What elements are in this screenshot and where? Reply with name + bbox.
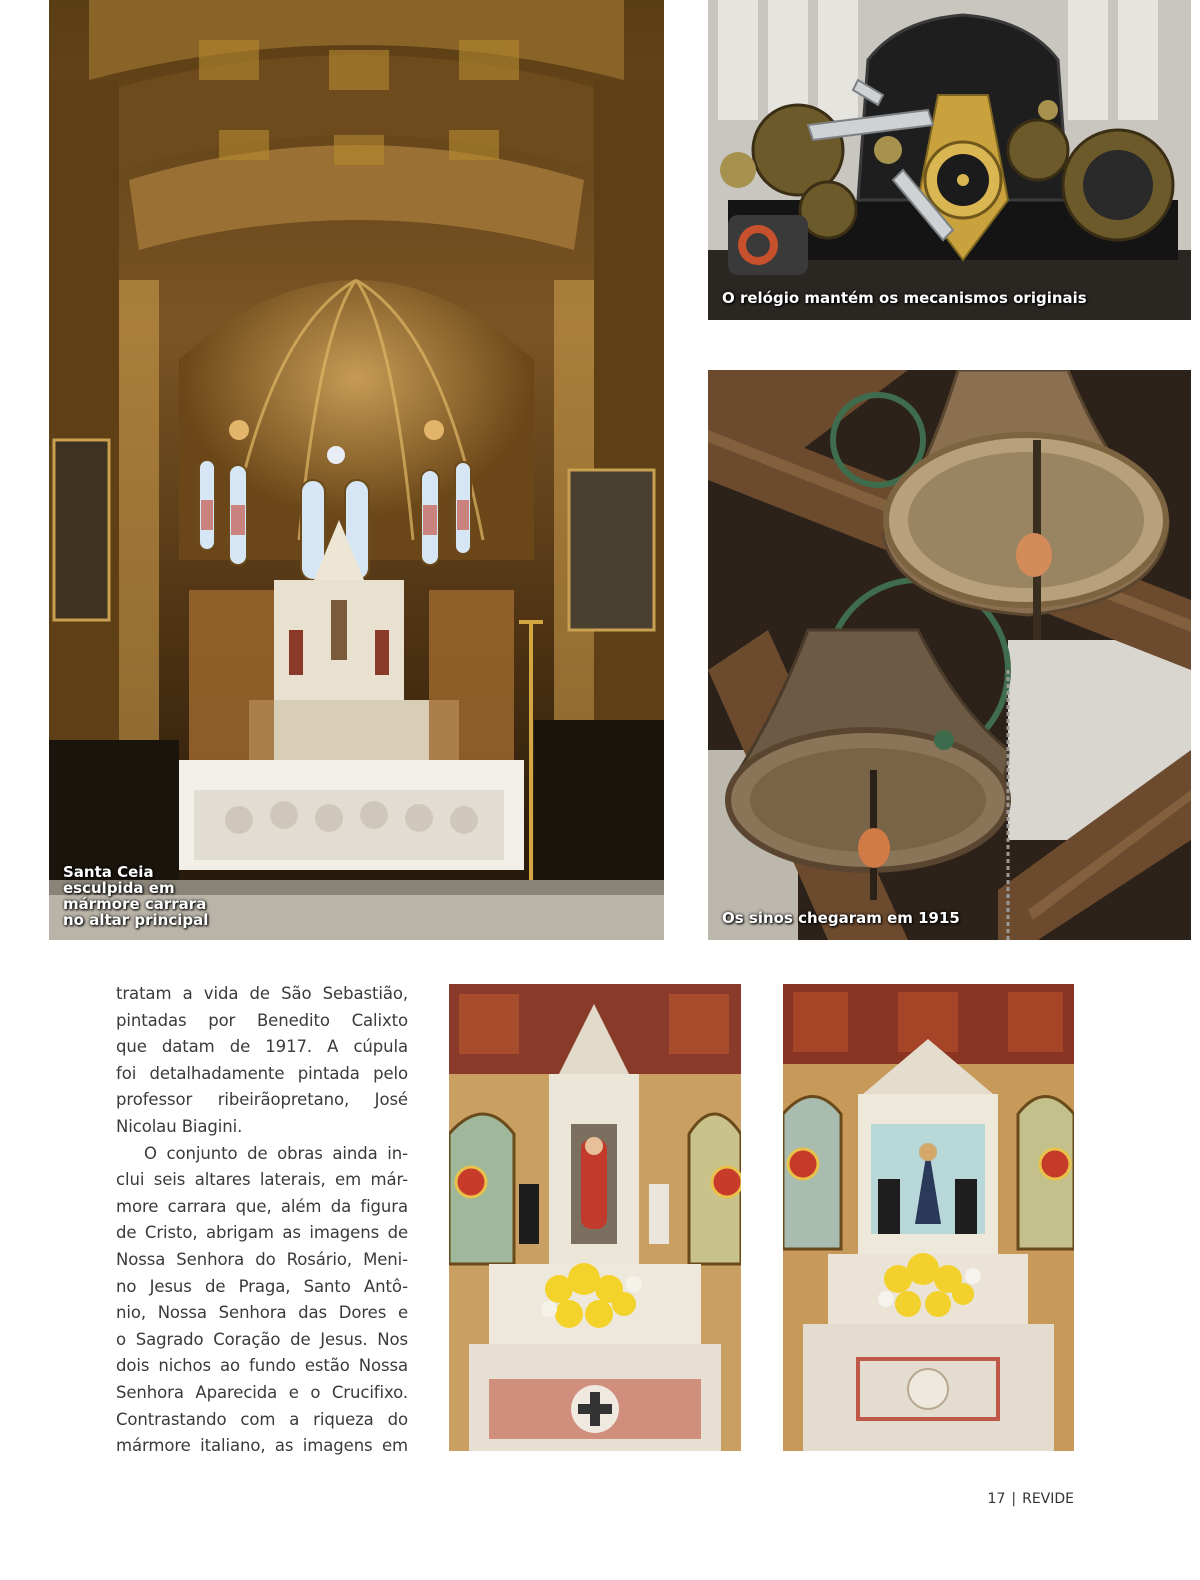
article-line: Senhora Aparecida e o Crucifixo. [116,1382,408,1402]
article-line: pintadas por Benedito Calixto [116,1010,408,1030]
article-line: mármore italiano, as imagens em [116,1436,408,1456]
main-altar-illustration [49,0,664,940]
caption-line: esculpida em [63,879,175,897]
photo-side-altar-our-lady [783,984,1074,1451]
article-line: foi detalhadamente pintada pelo [116,1063,408,1083]
article-line: o Sagrado Coração de Jesus. Nos [116,1329,408,1349]
caption-line: mármore carrara [63,895,207,913]
magazine-name: REVIDE [1022,1491,1074,1507]
clock-illustration [708,0,1191,320]
page-folio [988,1491,1074,1507]
article-line: nio, Nossa Senhora das Dores e [116,1303,408,1323]
article-line: Nossa Senhora do Rosário, Meni- [116,1249,408,1269]
article-line: dois nichos ao fundo estão Nossa [116,1356,408,1376]
article-body [116,981,408,1460]
article-line: Nicolau Biagini. [116,1116,243,1136]
article-line: Contrastando com a riqueza do [116,1409,408,1429]
article-line: no Jesus de Praga, Santo Antô- [116,1276,408,1296]
article-line: clui seis altares laterais, em már- [116,1170,408,1190]
article-line: tratam a vida de São Sebastião, [116,984,408,1003]
article-line: que datam de 1917. A cúpula [116,1037,408,1057]
article-line: de Cristo, abrigam as imagens de [116,1223,408,1243]
caption-line: no altar principal [63,911,209,929]
clock-caption: O relógio mantém os mecanismos originais [722,289,1087,307]
folio-separator: | [1011,1491,1017,1507]
bells-illustration [708,370,1191,940]
side-altar-2-illustration [783,984,1074,1451]
article-line: O conjunto de obras ainda in- [144,1143,408,1163]
page-number: 17 [987,1491,1006,1507]
main-altar-caption [63,864,223,928]
article-line: more carrara que, além da figura [116,1196,408,1216]
photo-main-altar [49,0,664,940]
bells-caption: Os sinos chegaram em 1915 [722,909,960,927]
photo-bells [708,370,1191,940]
caption-line: Santa Ceia [63,863,154,881]
article-line: professor ribeirãopretano, José [116,1090,408,1110]
photo-clock-mechanism [708,0,1191,320]
side-altar-1-illustration [449,984,741,1451]
photo-side-altar-sacred-heart [449,984,741,1451]
